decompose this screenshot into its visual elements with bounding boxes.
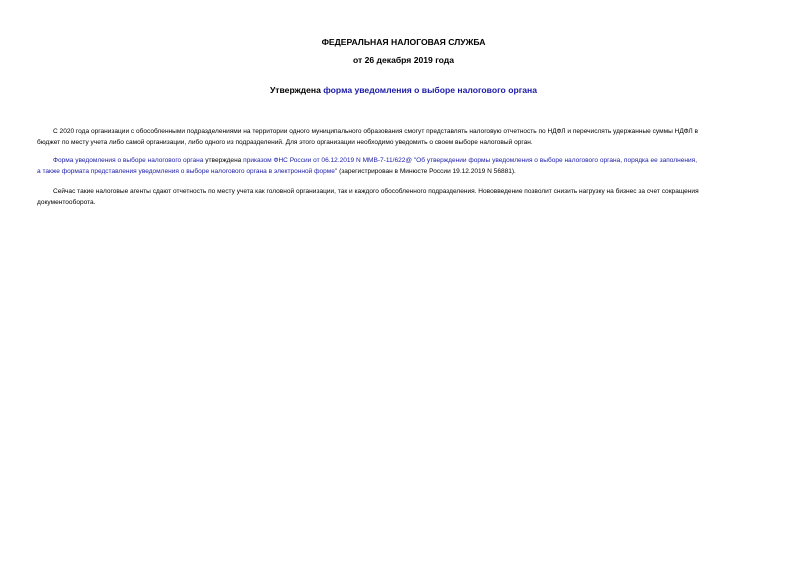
paragraph-3-line-1	[37, 187, 771, 198]
paragraph-3-line-2: документооборота.	[37, 198, 96, 206]
paragraph-2-line-2	[37, 167, 771, 178]
heading-prefix: Утверждена	[269, 85, 324, 95]
fns-order-link[interactable]: приказом ФНС России от 06.12.2019 N ММВ-7-11/622@ "Об утверждении формы уведомления о выборе налогового органа, порядка ее заполнения,	[243, 157, 698, 164]
registration-text: (зарегистрирован в Минюсте России 19.12.2019 N 56881).	[337, 167, 516, 175]
paragraph-1-line-1-text: С 2020 года организации с обособленными подразделениями на территории одного муниципального образования смогут представлять налоговую отчетность по НДФЛ и перечислять удержанные суммы НДФЛ в	[53, 128, 699, 135]
paragraph-1-line-2: бюджет по месту учета либо самой организации, либо одного из подразделений. Для этого организации необходимо уведомить о своем выборе налоговый орган.	[37, 138, 533, 146]
organization-title: ФЕДЕРАЛЬНАЯ НАЛОГОВАЯ СЛУЖБА	[321, 37, 486, 47]
paragraph-1	[37, 127, 771, 148]
paragraph-2-line-1	[37, 156, 771, 167]
form-notification-link[interactable]: Форма уведомления о выборе налогового органа	[53, 157, 204, 164]
paragraph-3-line-1-text: Сейчас такие налоговые агенты сдают отчетность по месту учета как головной организации, так и каждого обособленного подразделения. Нововведение позволит снизить нагрузку на бизнес за счет сокращения	[53, 188, 699, 195]
fns-order-link-continued[interactable]: а также формата представления уведомления о выборе налогового органа в электронной форме"	[37, 167, 338, 175]
document-date: от 26 декабря 2019 года	[352, 55, 455, 65]
approved-text: утверждена	[203, 157, 244, 164]
document-heading	[0, 85, 807, 96]
paragraph-2	[37, 156, 771, 177]
heading-form-link[interactable]: форма уведомления о выборе налогового органа	[323, 85, 538, 95]
paragraph-3	[37, 187, 771, 208]
paragraph-1-line-1	[37, 127, 771, 138]
